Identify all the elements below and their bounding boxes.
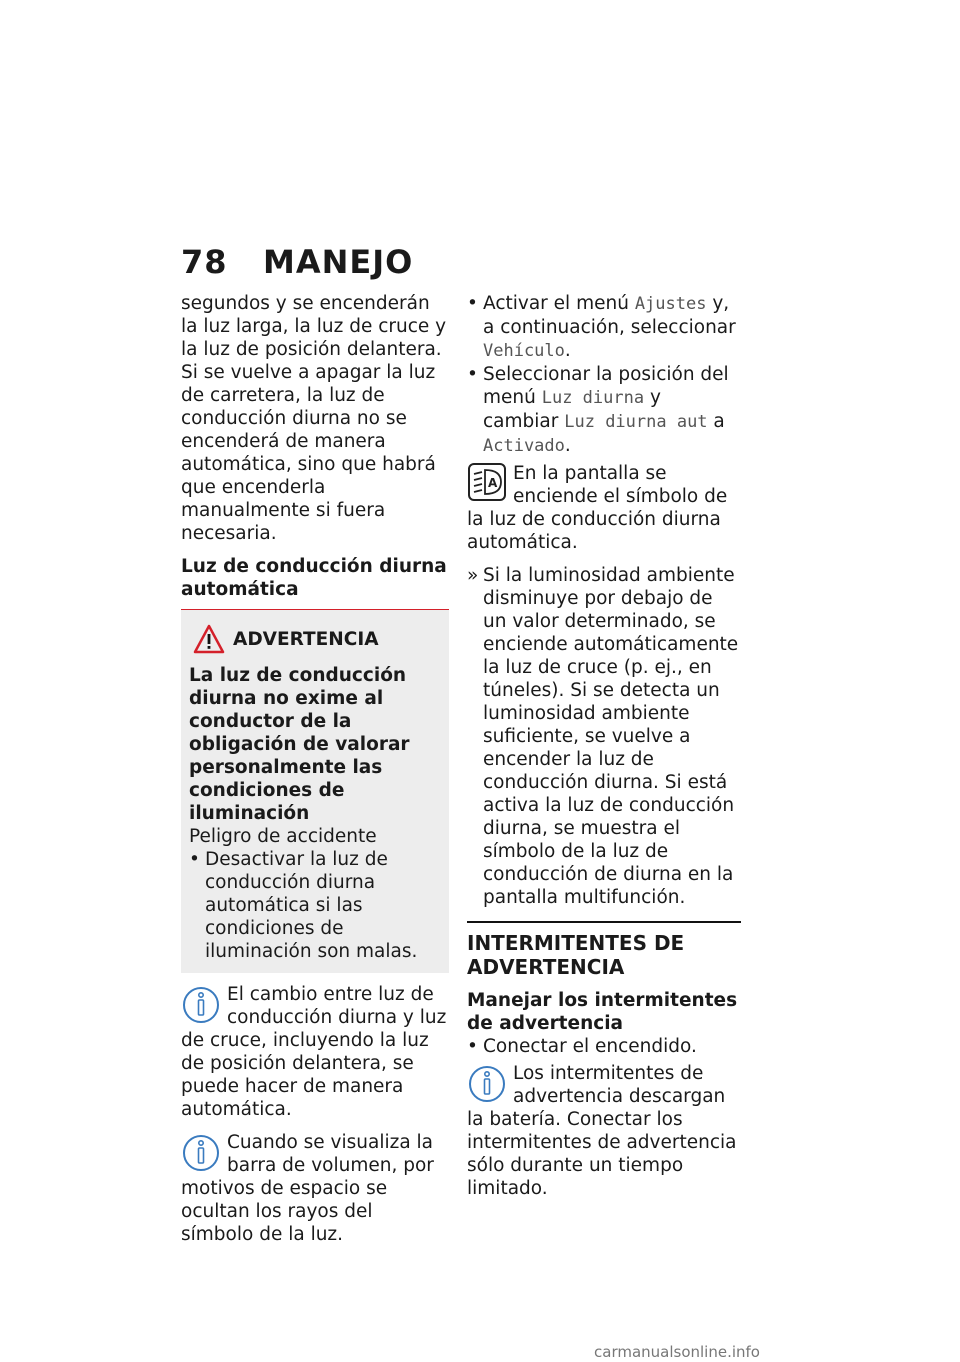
paragraph: Si se vuelve a apagar la luz de carretera, la luz de conducción diurna no se encenderá de manera automática, sino que habrá que encenderla manualmente si fuera necesaria. [181, 362, 436, 544]
info-note-text: El cambio entre luz de conducción diurna y luz de cruce, incluyendo la luz de posición delantera, se puede hacer de manera automática. [181, 984, 447, 1120]
step-text: a [707, 411, 725, 432]
section-title: MANEJO [263, 243, 414, 281]
page-number: 78 [181, 243, 228, 281]
step-text: Seleccionar la posición del menú [483, 364, 729, 408]
step-bullet [467, 292, 741, 363]
warning-header [189, 624, 441, 654]
auto-daytime-light-icon [467, 462, 507, 502]
step-text: y, a continuación, seleccionar [483, 293, 736, 338]
menu-label: Luz diurna aut [564, 412, 708, 432]
info-note [181, 983, 449, 1121]
warning-triangle-icon [193, 624, 225, 654]
symbol-note [467, 462, 741, 554]
menu-label: Luz diurna [541, 388, 645, 408]
menu-label: Activado [483, 436, 565, 456]
info-note [467, 1062, 741, 1200]
subsection-heading: Manejar los intermitentes de advertencia [467, 990, 738, 1034]
info-note-text: Los intermitentes de advertencia descargan la batería. Conectar los intermitentes de advertencia sólo durante un tiempo limitado. [467, 1063, 737, 1199]
symbol-note-text: En la pantalla se enciende el símbolo de la luz de conducción diurna automática. [467, 463, 728, 553]
info-note-text: Cuando se visualiza la barra de volumen, por motivos de espacio se ocultan los rayos del símbolo de la luz. [181, 1132, 434, 1245]
info-icon [467, 1062, 507, 1104]
menu-label: Ajustes [634, 294, 707, 314]
page-header [181, 243, 413, 281]
step-text: . [564, 435, 571, 456]
step-text: y cambiar [483, 387, 661, 432]
result-text: » Si la luminosidad ambiente disminuye por debajo de un valor determinado, se enciende automáticamente la luz de cruce (p. ej., en túneles). Si se detecta un luminosidad ambiente suficiente, se vuelve a encender la luz de conducción diurna. Si está activa la luz de conducción diurna, se muestra el símbolo de la luz de conducción de diurna en la pantalla multifunción. [467, 564, 741, 909]
warning-bullet: • Desactivar la luz de conducción diurna automática si las condiciones de iluminación son malas. [189, 848, 441, 963]
warning-risk: Peligro de accidente [189, 826, 377, 847]
step-text: . [564, 340, 571, 361]
paragraph-continued: segundos y se encenderán la luz larga, la luz de cruce y la luz de posición delantera. [181, 293, 447, 360]
warning-label: ADVERTENCIA [233, 628, 379, 650]
subsection-heading: Luz de conducción diurna automática [181, 556, 447, 600]
section-rule [467, 921, 741, 923]
watermark: carmanualsonline.info [594, 1343, 760, 1361]
info-note [181, 1131, 449, 1246]
warning-box [181, 610, 449, 973]
step-bullet [467, 363, 741, 458]
section-heading: INTERMITENTES DE ADVERTENCIA [467, 931, 685, 979]
info-icon [181, 983, 221, 1025]
warning-title: La luz de conducción diurna no exime al conductor de la obligación de valorar personalmente las condiciones de iluminación [189, 665, 410, 824]
step-bullet: • Conectar el encendido. [467, 1035, 741, 1058]
info-icon [181, 1131, 221, 1173]
menu-label: Vehículo [483, 341, 565, 361]
right-column [467, 292, 741, 1210]
svg-text:A: A [488, 476, 498, 490]
left-column [181, 292, 449, 1256]
step-text: Activar el menú [483, 293, 635, 314]
